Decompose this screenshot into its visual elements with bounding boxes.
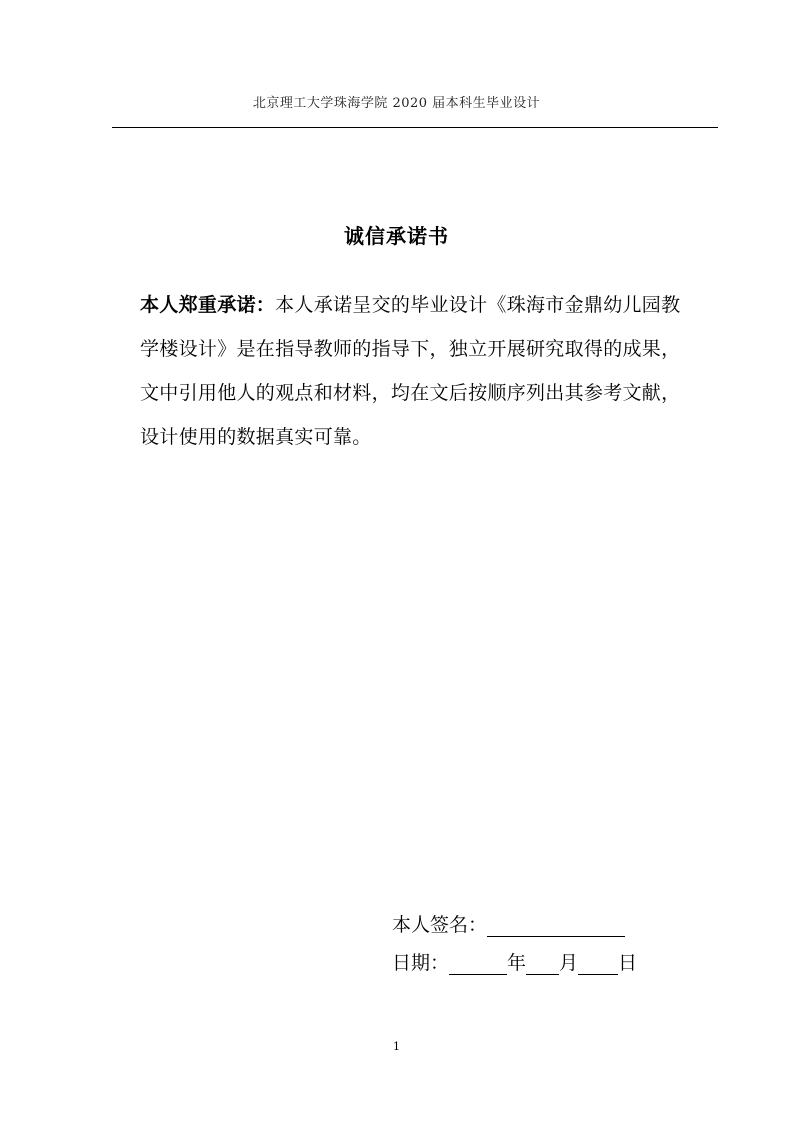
document-title: 诚信承诺书 [344, 224, 449, 248]
day-unit: 日 [618, 952, 638, 974]
signature-line [392, 906, 637, 944]
signature-label: 本人签名： [392, 914, 488, 936]
year-blank [449, 954, 507, 975]
signature-blank [487, 916, 625, 937]
pledge-lead: 本人郑重承诺： [140, 294, 276, 316]
page-header: 北京理工大学珠海学院 2020 届本科生毕业设计 [252, 96, 541, 111]
pledge-body: 本人承诺呈交的毕业设计《珠海市金鼎幼儿园教学楼设计》是在指导教师的指导下，独立开展研究取得的成果，文中引用他人的观点和材料，均在文后按顺序列出其参考文献，设计使用的数据真实可靠。 [140, 294, 681, 448]
month-unit: 月 [559, 952, 579, 974]
year-unit: 年 [507, 952, 527, 974]
page-number: 1 [393, 1040, 400, 1053]
signature-block [392, 906, 637, 982]
month-blank [526, 954, 559, 975]
pledge-paragraph [140, 283, 695, 459]
date-line [392, 944, 637, 982]
header-divider [112, 127, 718, 128]
day-blank [578, 954, 618, 975]
date-label: 日期： [392, 952, 450, 974]
